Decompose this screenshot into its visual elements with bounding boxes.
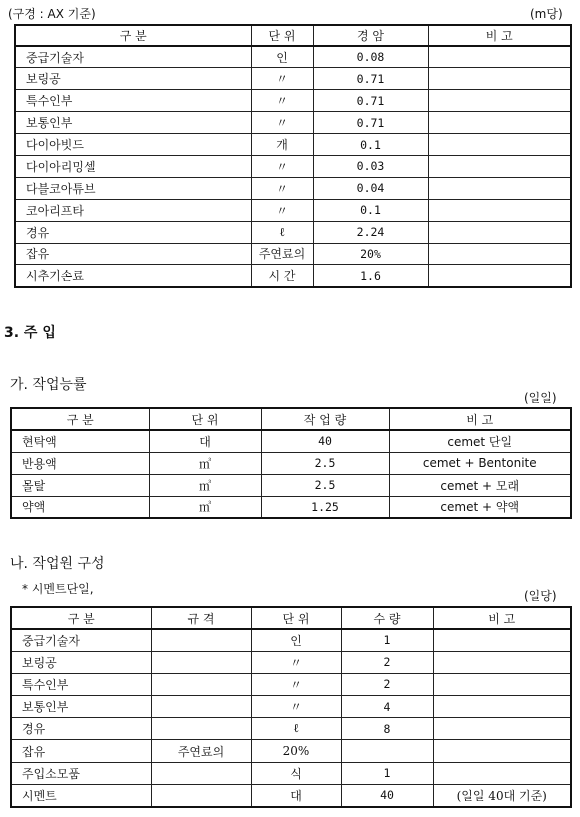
qty-cell: 2.5 bbox=[261, 474, 389, 496]
qty-cell: 4 bbox=[341, 696, 433, 718]
table-row bbox=[11, 673, 571, 695]
note-cell: cemet + 모래 bbox=[389, 474, 571, 496]
header-cell: 단 위 bbox=[251, 607, 341, 629]
qty-cell: 8 bbox=[341, 718, 433, 740]
value-cell: 0.71 bbox=[313, 112, 428, 134]
table-header bbox=[11, 607, 571, 629]
table-row bbox=[11, 762, 571, 784]
value-cell: 0.1 bbox=[313, 134, 428, 156]
unit-cell: ㎥ bbox=[149, 474, 261, 496]
table2-unit: (일일) bbox=[524, 391, 557, 405]
item-name-cell: 잡유 bbox=[15, 243, 251, 265]
table1-caption: (구경 : AX 기준) bbox=[8, 7, 96, 21]
value-cell: 0.08 bbox=[313, 46, 428, 68]
table-row bbox=[15, 199, 571, 221]
table1-unit: (m당) bbox=[530, 7, 563, 21]
table-row bbox=[11, 629, 571, 651]
value-cell: 2.24 bbox=[313, 221, 428, 243]
header-cell: 구 분 bbox=[15, 25, 251, 46]
note-cell bbox=[433, 740, 571, 762]
unit-cell: 인 bbox=[251, 46, 313, 68]
note-cell bbox=[428, 134, 571, 156]
spec-cell bbox=[151, 762, 251, 784]
item-name-cell: 시멘트 bbox=[11, 784, 151, 806]
table-row bbox=[11, 496, 571, 518]
header-cell: 구 분 bbox=[11, 408, 149, 430]
item-name-cell: 특수인부 bbox=[11, 673, 151, 695]
value-cell: 0.1 bbox=[313, 199, 428, 221]
subsection-note: * 시멘트단일, bbox=[22, 582, 94, 596]
unit-cell: 20% bbox=[251, 740, 341, 762]
value-cell: 0.71 bbox=[313, 68, 428, 90]
work-efficiency-table bbox=[10, 407, 572, 519]
item-name-cell: 다블코아튜브 bbox=[15, 177, 251, 199]
value-cell: 0.04 bbox=[313, 177, 428, 199]
table-row bbox=[11, 452, 571, 474]
unit-cell: 〃 bbox=[251, 155, 313, 177]
table-row bbox=[15, 68, 571, 90]
note-cell bbox=[428, 177, 571, 199]
unit-cell: ㎥ bbox=[149, 452, 261, 474]
item-name-cell: 특수인부 bbox=[15, 90, 251, 112]
unit-cell: 〃 bbox=[251, 199, 313, 221]
note-cell bbox=[433, 629, 571, 651]
drilling-table bbox=[14, 24, 572, 288]
table-row bbox=[15, 155, 571, 177]
table-row bbox=[11, 651, 571, 673]
unit-cell: 〃 bbox=[251, 673, 341, 695]
item-name-cell: 보링공 bbox=[15, 68, 251, 90]
table-row bbox=[15, 134, 571, 156]
table-row bbox=[15, 221, 571, 243]
header-cell: 작 업 량 bbox=[261, 408, 389, 430]
item-name-cell: 다이아리밍셀 bbox=[15, 155, 251, 177]
unit-cell: ㎥ bbox=[149, 496, 261, 518]
spec-cell bbox=[151, 673, 251, 695]
qty-cell: 40 bbox=[261, 430, 389, 452]
note-cell bbox=[433, 673, 571, 695]
unit-cell: 〃 bbox=[251, 112, 313, 134]
qty-cell: 40 bbox=[341, 784, 433, 806]
unit-cell: 대 bbox=[251, 784, 341, 806]
note-cell bbox=[433, 696, 571, 718]
item-name-cell: 중급기술자 bbox=[11, 629, 151, 651]
table-row bbox=[15, 265, 571, 287]
qty-cell: 2 bbox=[341, 673, 433, 695]
table3-unit: (일당) bbox=[524, 589, 557, 603]
unit-cell: 인 bbox=[251, 629, 341, 651]
item-name-cell: 중급기술자 bbox=[15, 46, 251, 68]
unit-cell: 대 bbox=[149, 430, 261, 452]
table-row bbox=[15, 243, 571, 265]
unit-cell: 〃 bbox=[251, 696, 341, 718]
item-name-cell: 경유 bbox=[11, 718, 151, 740]
table-row bbox=[15, 112, 571, 134]
spec-cell bbox=[151, 629, 251, 651]
item-name-cell: 코아리프타 bbox=[15, 199, 251, 221]
table-row bbox=[15, 46, 571, 68]
spec-cell bbox=[151, 696, 251, 718]
unit-cell: 〃 bbox=[251, 177, 313, 199]
note-cell bbox=[428, 112, 571, 134]
value-cell: 0.71 bbox=[313, 90, 428, 112]
note-cell bbox=[428, 265, 571, 287]
spec-cell bbox=[151, 718, 251, 740]
table-row bbox=[15, 177, 571, 199]
item-name-cell: 몰탈 bbox=[11, 474, 149, 496]
unit-cell: ℓ bbox=[251, 221, 313, 243]
unit-cell: 주연료의 bbox=[251, 243, 313, 265]
qty-cell: 2 bbox=[341, 651, 433, 673]
value-cell: 20% bbox=[313, 243, 428, 265]
item-name-cell: 주입소모품 bbox=[11, 762, 151, 784]
spec-cell: 주연료의 bbox=[151, 740, 251, 762]
header-cell: 경 암 bbox=[313, 25, 428, 46]
crew-table bbox=[10, 606, 572, 808]
unit-cell: 〃 bbox=[251, 651, 341, 673]
header-cell: 단 위 bbox=[149, 408, 261, 430]
note-cell bbox=[428, 90, 571, 112]
qty-cell: 1 bbox=[341, 629, 433, 651]
table-row bbox=[11, 784, 571, 806]
item-name-cell: 약액 bbox=[11, 496, 149, 518]
subsection-title: 나. 작업원 구성 bbox=[10, 556, 105, 572]
header-cell: 비 고 bbox=[433, 607, 571, 629]
qty-cell: 1 bbox=[341, 762, 433, 784]
table-row bbox=[11, 740, 571, 762]
unit-cell: 식 bbox=[251, 762, 341, 784]
note-cell: cemet + Bentonite bbox=[389, 452, 571, 474]
unit-cell: 시 간 bbox=[251, 265, 313, 287]
item-name-cell: 보링공 bbox=[11, 651, 151, 673]
note-cell bbox=[428, 155, 571, 177]
table-row bbox=[11, 430, 571, 452]
subsection-title: 가. 작업능률 bbox=[10, 377, 87, 393]
unit-cell: 〃 bbox=[251, 68, 313, 90]
note-cell bbox=[433, 762, 571, 784]
table-row bbox=[11, 696, 571, 718]
value-cell: 1.6 bbox=[313, 265, 428, 287]
header-cell: 비 고 bbox=[428, 25, 571, 46]
header-cell: 단 위 bbox=[251, 25, 313, 46]
value-cell: 0.03 bbox=[313, 155, 428, 177]
table-header bbox=[15, 25, 571, 46]
note-cell bbox=[428, 221, 571, 243]
item-name-cell: 잡유 bbox=[11, 740, 151, 762]
item-name-cell: 시추기손료 bbox=[15, 265, 251, 287]
table-row bbox=[11, 474, 571, 496]
table-header bbox=[11, 408, 571, 430]
note-cell bbox=[433, 651, 571, 673]
unit-cell: 〃 bbox=[251, 90, 313, 112]
table-row bbox=[15, 90, 571, 112]
qty-cell: 2.5 bbox=[261, 452, 389, 474]
item-name-cell: 다이아빗드 bbox=[15, 134, 251, 156]
section-heading: 3. 주 입 bbox=[4, 325, 56, 341]
header-cell: 비 고 bbox=[389, 408, 571, 430]
item-name-cell: 반용액 bbox=[11, 452, 149, 474]
unit-cell: 개 bbox=[251, 134, 313, 156]
note-cell: (일일 40대 기준) bbox=[433, 784, 571, 806]
note-cell bbox=[428, 68, 571, 90]
note-cell bbox=[433, 718, 571, 740]
note-cell: cemet 단일 bbox=[389, 430, 571, 452]
item-name-cell: 보통인부 bbox=[11, 696, 151, 718]
note-cell: cemet + 약액 bbox=[389, 496, 571, 518]
table-row bbox=[11, 718, 571, 740]
item-name-cell: 보통인부 bbox=[15, 112, 251, 134]
qty-cell bbox=[341, 740, 433, 762]
note-cell bbox=[428, 199, 571, 221]
header-cell: 수 량 bbox=[341, 607, 433, 629]
note-cell bbox=[428, 243, 571, 265]
unit-cell: ℓ bbox=[251, 718, 341, 740]
qty-cell: 1.25 bbox=[261, 496, 389, 518]
header-cell: 구 분 bbox=[11, 607, 151, 629]
spec-cell bbox=[151, 651, 251, 673]
item-name-cell: 현탁액 bbox=[11, 430, 149, 452]
header-cell: 규 격 bbox=[151, 607, 251, 629]
item-name-cell: 경유 bbox=[15, 221, 251, 243]
note-cell bbox=[428, 46, 571, 68]
spec-cell bbox=[151, 784, 251, 806]
